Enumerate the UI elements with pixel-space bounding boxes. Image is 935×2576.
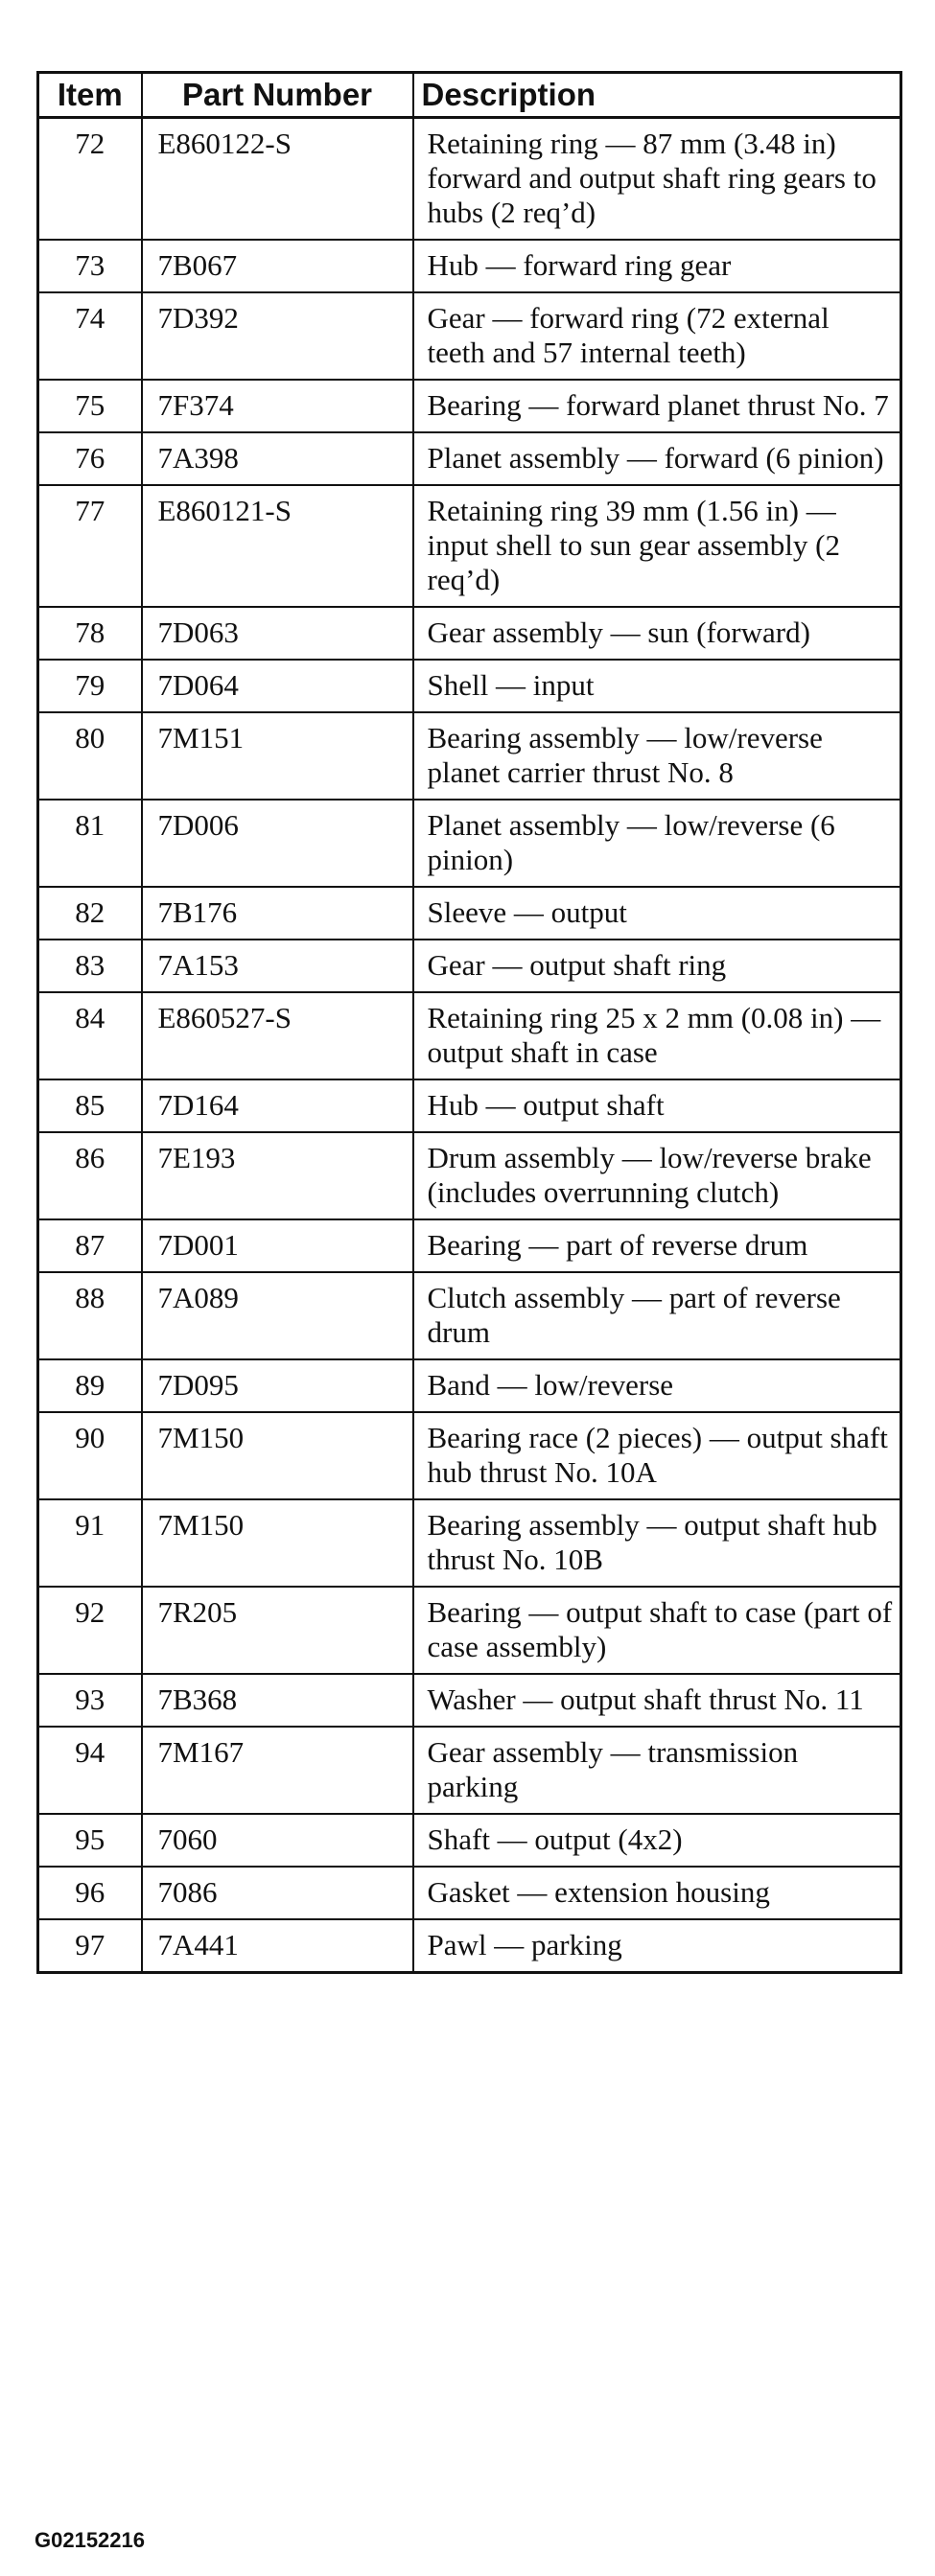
description-cell: Sleeve — output xyxy=(413,887,901,940)
item-cell: 90 xyxy=(38,1412,142,1499)
item-cell: 89 xyxy=(38,1359,142,1412)
part-number-cell: 7D006 xyxy=(142,800,413,887)
part-number-cell: 7B067 xyxy=(142,240,413,292)
description-cell: Gasket — extension housing xyxy=(413,1867,901,1919)
table-row xyxy=(38,380,901,432)
description-cell: Shell — input xyxy=(413,660,901,712)
description-cell: Bearing — forward planet thrust No. 7 xyxy=(413,380,901,432)
part-number-cell: 7086 xyxy=(142,1867,413,1919)
description-cell: Gear — forward ring (72 external teeth and 57 internal teeth) xyxy=(413,292,901,380)
item-cell: 91 xyxy=(38,1499,142,1587)
table-row xyxy=(38,485,901,607)
part-number-cell: 7A153 xyxy=(142,940,413,992)
part-number-cell: E860527-S xyxy=(142,992,413,1079)
table-row xyxy=(38,940,901,992)
table-row xyxy=(38,887,901,940)
description-cell: Clutch assembly — part of reverse drum xyxy=(413,1272,901,1359)
table-row xyxy=(38,432,901,485)
description-cell: Bearing — part of reverse drum xyxy=(413,1219,901,1272)
description-cell: Planet assembly — low/reverse (6 pinion) xyxy=(413,800,901,887)
description-cell: Washer — output shaft thrust No. 11 xyxy=(413,1674,901,1727)
item-cell: 81 xyxy=(38,800,142,887)
description-cell: Planet assembly — forward (6 pinion) xyxy=(413,432,901,485)
item-cell: 85 xyxy=(38,1079,142,1132)
header-description: Description xyxy=(413,73,901,118)
part-number-cell: 7M150 xyxy=(142,1499,413,1587)
description-cell: Retaining ring 25 x 2 mm (0.08 in) — output shaft in case xyxy=(413,992,901,1079)
item-cell: 95 xyxy=(38,1814,142,1867)
description-cell: Gear assembly — transmission parking xyxy=(413,1727,901,1814)
item-cell: 96 xyxy=(38,1867,142,1919)
item-cell: 77 xyxy=(38,485,142,607)
table-row xyxy=(38,1132,901,1219)
table-row xyxy=(38,992,901,1079)
item-cell: 75 xyxy=(38,380,142,432)
part-number-cell: 7B368 xyxy=(142,1674,413,1727)
description-cell: Bearing assembly — output shaft hub thrust No. 10B xyxy=(413,1499,901,1587)
table-row xyxy=(38,712,901,800)
description-cell: Bearing — output shaft to case (part of case assembly) xyxy=(413,1587,901,1674)
header-item: Item xyxy=(38,73,142,118)
item-cell: 78 xyxy=(38,607,142,660)
description-cell: Gear assembly — sun (forward) xyxy=(413,607,901,660)
description-cell: Band — low/reverse xyxy=(413,1359,901,1412)
table-row xyxy=(38,1412,901,1499)
item-cell: 72 xyxy=(38,118,142,241)
description-cell: Hub — output shaft xyxy=(413,1079,901,1132)
part-number-cell: 7D095 xyxy=(142,1359,413,1412)
item-cell: 92 xyxy=(38,1587,142,1674)
parts-table xyxy=(36,71,902,1974)
description-cell: Shaft — output (4x2) xyxy=(413,1814,901,1867)
table-row xyxy=(38,800,901,887)
table-header xyxy=(38,73,901,118)
part-number-cell: 7M151 xyxy=(142,712,413,800)
item-cell: 76 xyxy=(38,432,142,485)
part-number-cell: 7D164 xyxy=(142,1079,413,1132)
table-row xyxy=(38,1499,901,1587)
item-cell: 79 xyxy=(38,660,142,712)
table-row xyxy=(38,1219,901,1272)
part-number-cell: 7A441 xyxy=(142,1919,413,1973)
item-cell: 80 xyxy=(38,712,142,800)
description-cell: Pawl — parking xyxy=(413,1919,901,1973)
table-row xyxy=(38,1727,901,1814)
part-number-cell: 7M167 xyxy=(142,1727,413,1814)
table-body xyxy=(38,118,901,1973)
part-number-cell: 7D392 xyxy=(142,292,413,380)
item-cell: 84 xyxy=(38,992,142,1079)
description-cell: Retaining ring 39 mm (1.56 in) — input shell to sun gear assembly (2 req’d) xyxy=(413,485,901,607)
table-row xyxy=(38,240,901,292)
item-cell: 97 xyxy=(38,1919,142,1973)
part-number-cell: 7A089 xyxy=(142,1272,413,1359)
description-cell: Gear — output shaft ring xyxy=(413,940,901,992)
table-row xyxy=(38,607,901,660)
part-number-cell: E860121-S xyxy=(142,485,413,607)
table-row xyxy=(38,660,901,712)
header-row xyxy=(38,73,901,118)
item-cell: 87 xyxy=(38,1219,142,1272)
part-number-cell: 7A398 xyxy=(142,432,413,485)
part-number-cell: 7D063 xyxy=(142,607,413,660)
item-cell: 83 xyxy=(38,940,142,992)
description-cell: Bearing assembly — low/reverse planet carrier thrust No. 8 xyxy=(413,712,901,800)
description-cell: Hub — forward ring gear xyxy=(413,240,901,292)
part-number-cell: 7B176 xyxy=(142,887,413,940)
item-cell: 74 xyxy=(38,292,142,380)
table-row xyxy=(38,1674,901,1727)
item-cell: 94 xyxy=(38,1727,142,1814)
table-row xyxy=(38,118,901,241)
part-number-cell: 7R205 xyxy=(142,1587,413,1674)
item-cell: 93 xyxy=(38,1674,142,1727)
part-number-cell: E860122-S xyxy=(142,118,413,241)
figure-id: G02152216 xyxy=(35,2528,145,2552)
table-row xyxy=(38,1814,901,1867)
part-number-cell: 7M150 xyxy=(142,1412,413,1499)
part-number-cell: 7D064 xyxy=(142,660,413,712)
description-cell: Retaining ring — 87 mm (3.48 in) forward and output shaft ring gears to hubs (2 req’d) xyxy=(413,118,901,241)
item-cell: 88 xyxy=(38,1272,142,1359)
description-cell: Drum assembly — low/reverse brake (includes overrunning clutch) xyxy=(413,1132,901,1219)
part-number-cell: 7D001 xyxy=(142,1219,413,1272)
part-number-cell: 7F374 xyxy=(142,380,413,432)
table-row xyxy=(38,292,901,380)
table-row xyxy=(38,1587,901,1674)
table-row xyxy=(38,1079,901,1132)
description-cell: Bearing race (2 pieces) — output shaft hub thrust No. 10A xyxy=(413,1412,901,1499)
table-row xyxy=(38,1867,901,1919)
table-row xyxy=(38,1359,901,1412)
part-number-cell: 7E193 xyxy=(142,1132,413,1219)
table-row xyxy=(38,1919,901,1973)
item-cell: 82 xyxy=(38,887,142,940)
header-part-number: Part Number xyxy=(142,73,413,118)
part-number-cell: 7060 xyxy=(142,1814,413,1867)
item-cell: 86 xyxy=(38,1132,142,1219)
item-cell: 73 xyxy=(38,240,142,292)
table-row xyxy=(38,1272,901,1359)
